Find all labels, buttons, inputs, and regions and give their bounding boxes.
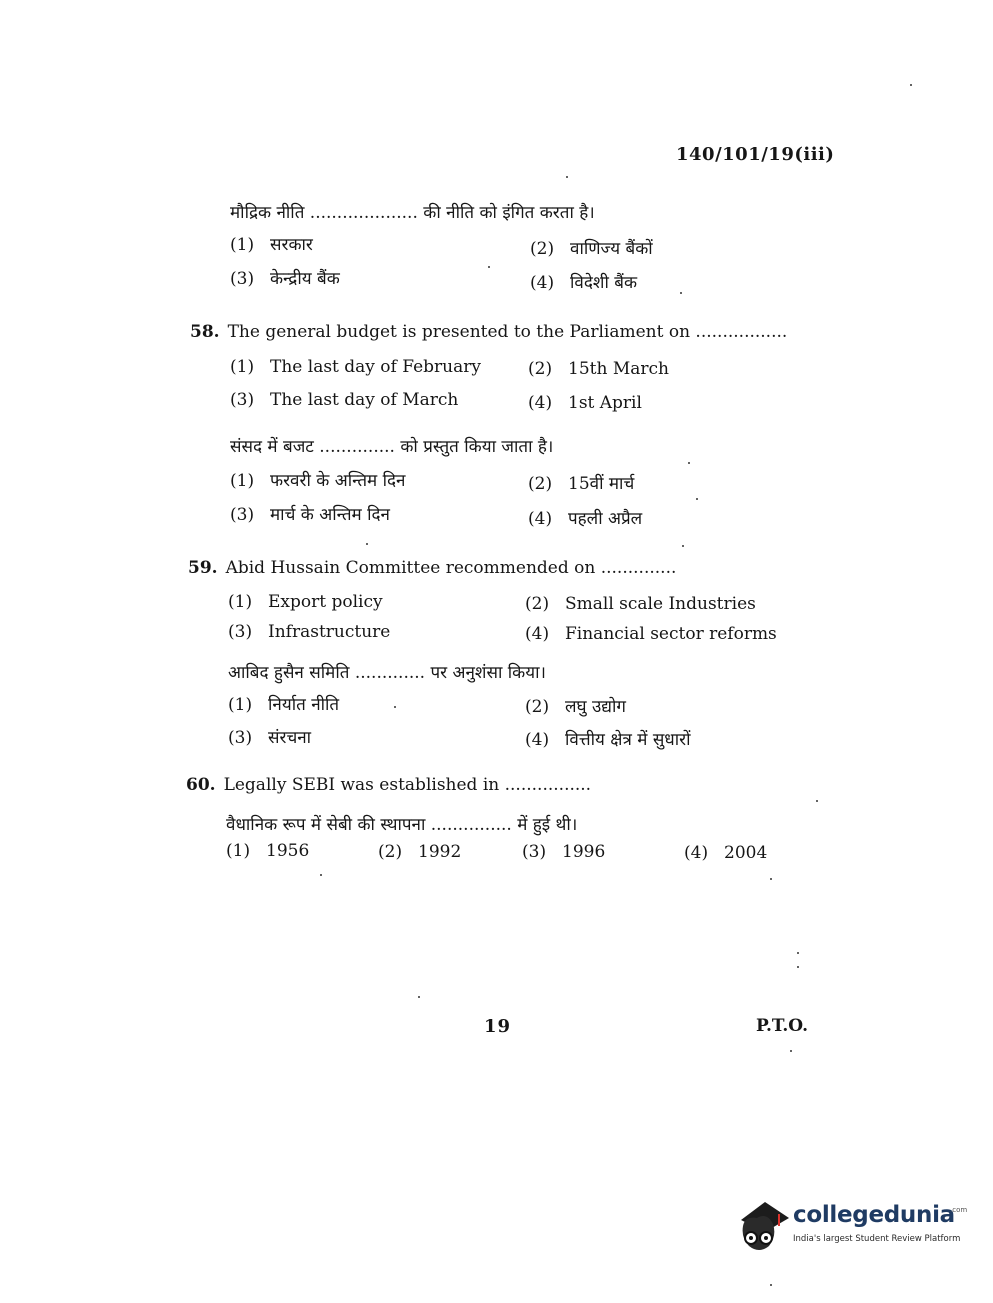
option-text: संरचना [268,728,312,748]
option-number: (3) [228,728,253,748]
option-text: 1996 [562,842,606,862]
scan-speck [394,706,396,708]
option-number: (4) [530,273,555,293]
q59-option-1 [228,592,383,612]
scan-speck [682,545,684,547]
logo-tagline: India's largest Student Review Platform [793,1234,961,1244]
q60-hindi-question: वैधानिक रूप में सेबी की स्थापना ............... में हुई थी। [226,815,578,835]
scan-speck [418,996,420,998]
q57-hindi-question: मौद्रिक नीति .................... की नीति को इंगित करता है। [230,203,595,223]
scan-speck [797,952,799,954]
q57-hindi-option-4 [530,270,637,293]
q60-option-3 [522,842,605,862]
scan-speck [790,1050,792,1052]
option-number: (3) [230,505,255,525]
q59-option-3 [228,622,390,642]
option-text: The last day of March [270,390,459,410]
option-number: (2) [530,239,555,259]
option-text: 1992 [418,842,462,862]
q60-question [186,775,591,795]
scan-speck [770,1284,772,1286]
q58-hindi-question: संसद में बजट .............. को प्रस्तुत किया जाता है। [230,437,554,457]
q58-option-1 [230,357,481,377]
option-number: (1) [226,841,251,861]
question-number: 59. [188,558,218,578]
option-text: Small scale Industries [565,594,756,614]
q57-hindi-option-2 [530,236,653,259]
option-number: (1) [230,471,255,491]
option-text: Financial sector reforms [565,624,777,644]
q58-hindi-option-3 [230,502,390,525]
option-number: (2) [378,842,403,862]
q59-question [188,558,676,578]
option-number: (2) [525,697,550,717]
option-text: लघु उद्योग [565,697,626,717]
question-text: Legally SEBI was established in ................ [223,775,592,795]
scan-speck [696,498,698,500]
option-text: 15वीं मार्च [568,474,635,494]
option-number: (4) [525,730,550,750]
q57-hindi-option-3 [230,266,340,289]
option-text: मार्च के अन्तिम दिन [270,505,390,525]
option-text: 15th March [568,359,669,379]
q58-question [190,322,787,342]
option-number: (1) [230,235,255,255]
option-number: (3) [230,390,255,410]
option-number: (2) [525,594,550,614]
option-number: (3) [228,622,253,642]
option-number: (1) [230,357,255,377]
q59-hindi-option-2 [525,694,626,717]
option-text: निर्यात नीति [268,695,340,715]
option-text: विदेशी बैंक [570,273,638,293]
logo-wordmark: collegedunia [793,1202,955,1228]
option-text: Infrastructure [268,622,391,642]
option-text: वित्तीय क्षेत्र में सुधारों [565,730,691,750]
question-text: Abid Hussain Committee recommended on .............. [225,558,677,578]
scan-speck [688,462,690,464]
mascot-icon [735,1196,791,1256]
option-text: वाणिज्य बैंकों [570,239,653,259]
option-number: (4) [525,624,550,644]
paper-code: 140/101/19(iii) [676,144,835,165]
option-number: (1) [228,592,253,612]
option-text: 2004 [724,843,768,863]
option-text: 1956 [266,841,310,861]
q59-option-4 [525,624,777,644]
q60-option-2 [378,842,461,862]
q58-option-4 [528,393,642,413]
q59-hindi-option-3 [228,725,311,748]
scan-speck [680,292,682,294]
option-number: (3) [230,269,255,289]
scan-speck [566,176,568,178]
question-number: 60. [186,775,216,795]
q59-hindi-option-1 [228,692,339,715]
option-text: 1st April [568,393,642,413]
option-number: (2) [528,359,553,379]
q58-hindi-option-4 [528,506,642,529]
scan-speck [797,966,799,968]
option-text: फरवरी के अन्तिम दिन [270,471,406,491]
option-number: (2) [528,474,553,494]
scan-speck [366,543,368,545]
q58-hindi-option-2 [528,471,634,494]
collegedunia-logo [735,1196,968,1260]
scan-speck [816,800,818,802]
option-number: (4) [528,509,553,529]
q58-hindi-option-1 [230,468,405,491]
scan-speck [770,878,772,880]
scan-speck [910,84,912,86]
scan-speck [320,874,322,876]
option-text: Export policy [268,592,383,612]
q60-option-4 [684,843,767,863]
q60-option-1 [226,841,309,861]
option-text: पहली अप्रैल [568,509,643,529]
q59-hindi-question: आबिद हुसैन समिति ............. पर अनुशंसा किया। [228,663,546,683]
question-text: The general budget is presented to the Parliament on ................. [227,322,788,342]
q58-option-3 [230,390,458,410]
option-text: सरकार [270,235,313,255]
option-text: The last day of February [270,357,481,377]
option-text: केन्द्रीय बैंक [270,269,340,289]
q57-hindi-option-1 [230,232,313,255]
q59-hindi-option-4 [525,727,691,750]
option-number: (3) [522,842,547,862]
option-number: (4) [684,843,709,863]
q58-option-2 [528,359,669,379]
pto-label: P.T.O. [756,1016,808,1036]
logo-domain: .com [950,1206,968,1214]
option-number: (1) [228,695,253,715]
q59-option-2 [525,594,756,614]
page-number: 19 [484,1016,512,1037]
scan-speck [488,266,490,268]
option-number: (4) [528,393,553,413]
question-number: 58. [190,322,220,342]
